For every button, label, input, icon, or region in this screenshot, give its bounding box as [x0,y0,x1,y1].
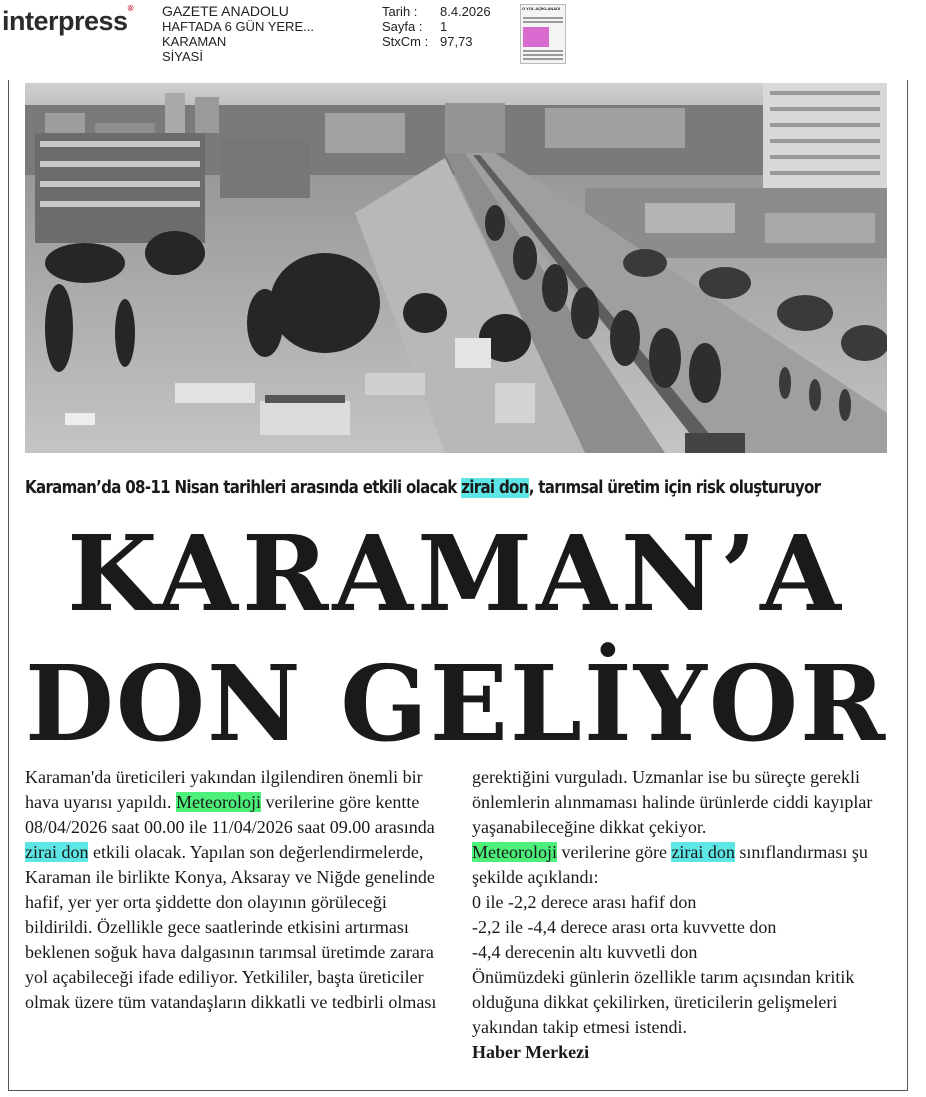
clipping-header [0,0,926,75]
stxcm-value: 97,73 [440,34,473,49]
page-thumbnail[interactable] [520,4,566,64]
thumbnail-highlight [523,27,549,47]
article-signature: Haber Merkezi [472,1042,590,1062]
deck-highlight: zirai don [461,478,529,498]
page-value: 1 [440,19,448,34]
page-label: Sayfa : [382,19,423,34]
date-label: Tarih : [382,4,418,19]
stxcm-label: StxCm : [382,34,429,49]
publication-section: SİYASİ [162,49,203,64]
headline-line1: KARAMAN’A [67,512,845,635]
frost-class-item: 0 ile -2,2 derece arası hafif don [472,892,697,912]
date-value: 8.4.2026 [440,4,491,19]
highlight-zirai-don: zirai don [671,842,735,862]
body-column-1 [25,765,455,1015]
thumbnail-title: O YOL AÇIKLANADI [522,6,561,11]
headline-line2: DON GELİYOR [25,642,888,765]
highlight-meteoroloji: Meteoroloji [175,792,261,812]
highlight-zirai-don: zirai don [25,842,89,862]
publication-info [162,4,314,64]
col2-paragraph-a: gerektiğini vurguladı. Uzmanlar ise bu süreçte gerekli önlemlerin alınmaması halinde ürünlerde ciddi kayıplar yaşanabileceğine dikkat çekiyor. [472,767,873,837]
col1-paragraph: Karaman'da üreticileri yakından ilgilendiren önemli bir hava uyarısı yapıldı. Meteoroloji verilerine göre kentte 08/04/2026 saat 00.00 ile 11/04/2026 saat 09.00 arasında zirai don etkili olacak. Yapılan son değerlendirmelerde, Karaman ile birlikte Konya, Aksaray ve Niğde genelinde hafif, yer yer orta şiddette don olayının görüleceği bildirildi. Özellikle gece saatlerinde etkisini artırması beklenen soğuk hava dalgasının tarımsal üretimde zarara yol açabileceği ifade ediliyor. Yetkililer, başta üreticiler olmak üzere tüm vatandaşların dikkatli ve tedbirli olması [25,767,437,1012]
body-column-2 [472,765,902,1065]
highlight-meteoroloji: Meteoroloji [472,842,557,862]
col2-paragraph-b: Meteoroloji verilerine göre zirai don sınıflandırması şu şekilde açıklandı: [472,842,868,887]
clip-meta [382,4,491,49]
article-deck: Karaman’da 08-11 Nisan tarihleri arasında etkili olacak zirai don, tarımsal üretim için risk oluşturuyor [25,478,821,498]
publication-city: KARAMAN [162,34,227,49]
frost-class-item: -4,4 derecenin altı kuvvetli don [472,942,698,962]
interpress-logo: interpress® [2,4,133,36]
city-photo [25,83,887,453]
publication-frequency: HAFTADA 6 GÜN YERE... [162,19,314,34]
frost-class-item: -2,2 ile -4,4 derece arası orta kuvvette don [472,917,777,937]
publication-name: GAZETE ANADOLU [162,3,289,19]
col2-paragraph-d: Önümüzdeki günlerin özellikle tarım açısından kritik olduğuna dikkat çekilirken, üreticilerin gelişmeleri yakından takip etmesi istendi. [472,967,855,1037]
